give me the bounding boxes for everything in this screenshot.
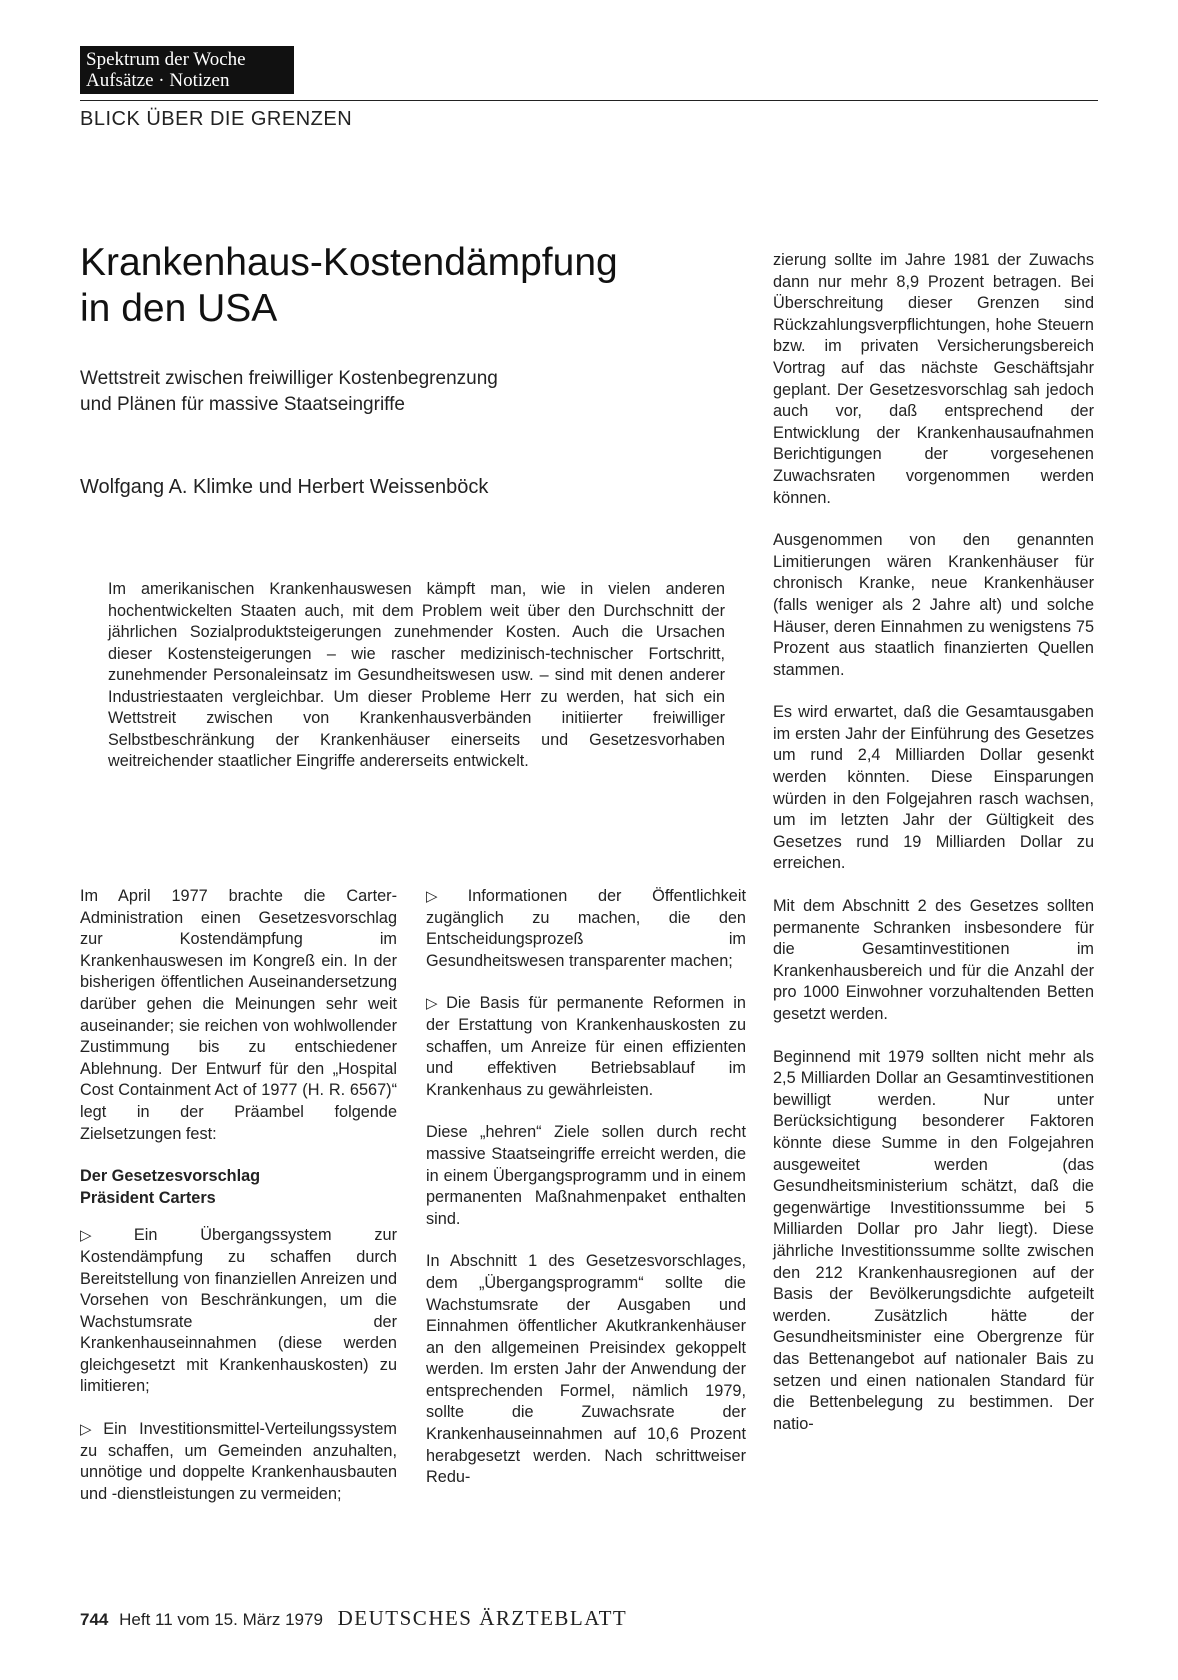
article-subtitle [80, 366, 640, 418]
paragraph: zierung sollte im Jahre 1981 der Zuwachs dann nur mehr 8,9 Prozent betragen. Bei Überschreitung dieser Grenzen sind Rückzahlungsverpflichtungen, hohe Steuern bzw. im privaten Versicherungsbereich Vortrag auf das nächste Geschäftsjahr geplant. Der Gesetzesvorschlag sah jedoch auch vor, daß entsprechend der Entwicklung der Krankenhausaufnahmen Berichtigungen der vorgesehenen Zuwachsraten vorgenommen werden können. [773, 251, 1094, 507]
bullet-item [426, 993, 746, 1101]
bullet-item [80, 1225, 397, 1398]
bullet-text: Ein Investitionsmittel-Verteilungssystem zu schaffen, um Gemeinden anzuhalten, unnötige und doppelte Krankenhausbauten und -dienstleistungen zu vermeiden; [80, 1420, 397, 1503]
bullet-item [426, 886, 746, 972]
section-badge [80, 46, 294, 94]
title-line-2: in den USA [80, 287, 278, 330]
triangle-bullet-icon: ▷ [426, 888, 464, 905]
bullet-text: Informationen der Öffentlichkeit zugänglich zu machen, die den Entscheidungsprozeß im Gesundheitswesen transparenter machen; [426, 887, 746, 970]
section-label: Spektrum der Woche [86, 49, 246, 70]
column-1 [80, 886, 397, 1505]
authors: Wolfgang A. Klimke und Herbert Weissenböck [80, 476, 489, 498]
subtitle-line-1: Wettstreit zwischen freiwilliger Kostenbegrenzung [80, 368, 498, 389]
section-heading [80, 1166, 397, 1209]
heading-line-1: Der Gesetzesvorschlag [80, 1167, 261, 1186]
column-3 [773, 250, 1094, 1435]
bullet-text: Die Basis für permanente Reformen in der Erstattung von Krankenhauskosten zu schaffen, um Anreize für einen effizienten und effektiven Betriebsablauf im Krankenhaus zu gewährleisten. [426, 994, 746, 1099]
page-number: 744 [80, 1610, 109, 1629]
column-2 [426, 886, 746, 1489]
paragraph: Es wird erwartet, daß die Gesamtausgaben im ersten Jahr der Einführung des Gesetzes um rund 2,4 Milliarden Dollar gesenkt werden könnten. Diese Einsparungen würden in den Folgejahren rasch wachsen, um im letzten Jahr der Gültigkeit des Gesetzes rund 19 Milliarden Dollar zu erreichen. [773, 703, 1094, 873]
kicker: BLICK ÜBER DIE GRENZEN [80, 108, 353, 130]
title-line-1: Krankenhaus-Kostendämpfung [80, 241, 618, 284]
paragraph: Diese „hehren“ Ziele sollen durch recht massive Staatseingriffe erreicht werden, die in einem Übergangsprogramm und in einem permanenten Maßnahmenpaket enthalten sind. [426, 1123, 746, 1228]
triangle-bullet-icon: ▷ [80, 1227, 130, 1245]
abstract: Im amerikanischen Krankenhauswesen kämpft man, wie in vielen anderen hochentwickelten Staaten auch, mit dem Problem weit über den Durchschnitt der jährlichen Sozialproduktsteigerungen zunehmender Kosten. Auch die Ursachen dieser Kostensteigerungen – wie rascher medizinisch-technischer Fortschritt, zunehmender Personaleinsatz im Gesundheitswesen usw. – sind mit denen anderer Industriestaaten vergleichbar. Um dieser Probleme Herr zu werden, hat sich ein Wettstreit zwischen von Krankenhausverbänden initiierter freiwilliger Selbstbeschränkung der Krankenhäuser einerseits und Gesetzesvorhaben weitreichender staatlicher Eingriffe andererseits entwickelt. [108, 580, 725, 770]
triangle-bullet-icon: ▷ [80, 1421, 100, 1439]
page-footer [80, 1606, 627, 1631]
bullet-item [80, 1419, 397, 1505]
article-title [80, 240, 740, 332]
heading-line-2: Präsident Carters [80, 1188, 216, 1207]
issue-info: Heft 11 vom 15. März 1979 [119, 1610, 323, 1629]
paragraph: Ausgenommen von den genannten Limitierungen wären Krankenhäuser für chronisch Kranke, neue Krankenhäuser (falls weniger als 2 Jahre alt) und solche Häuser, deren Einnahmen zu wenigstens 75 Prozent aus staatlich finanzierten Quellen stammen. [773, 531, 1094, 679]
paragraph: Im April 1977 brachte die Carter-Administration einen Gesetzesvorschlag zur Kostendämpfung im Krankenhauswesen im Kongreß ein. In der bisherigen öffentlichen Auseinandersetzung darüber gehen die Meinungen sehr weit auseinander; sie reichen von wohlwollender Zustimmung bis zu entschiedener Ablehnung. Der Entwurf für den „Hospital Cost Containment Act of 1977 (H. R. 6567)“ legt in der Präambel folgende Zielsetzungen fest: [80, 887, 397, 1143]
bullet-text: Ein Übergangssystem zur Kostendämpfung zu schaffen durch Bereitstellung von finanziellen Anreizen und Vorsehen von Beschränkungen, um die Wachstumsrate der Krankenhauseinnahmen (diese werden gleichgesetzt mit Krankenhauskosten) zu limitieren; [80, 1226, 397, 1396]
paragraph: Mit dem Abschnitt 2 des Gesetzes sollten permanente Schranken insbesondere für die Gesamtinvestitionen im Krankenhausbereich und für die Anzahl der pro 1000 Einwohner vorzuhaltenden Betten gesetzt werden. [773, 897, 1094, 1023]
paragraph: In Abschnitt 1 des Gesetzesvorschlages, dem „Übergangsprogramm“ sollte die Wachstumsrate der Ausgaben und Einnahmen öffentlicher Akutkrankenhäuser an den allgemeinen Preisindex gekoppelt werden. Im ersten Jahr der Anwendung der entsprechenden Formel, nämlich 1979, sollte die Zuwachsrate der Krankenhauseinnahmen auf 10,6 Prozent herabgesetzt werden. Nach schrittweiser Redu- [426, 1252, 746, 1487]
triangle-bullet-icon: ▷ [426, 995, 443, 1013]
section-sublabel: Aufsätze · Notizen [86, 70, 230, 91]
paragraph: Beginnend mit 1979 sollten nicht mehr als 2,5 Milliarden Dollar an Gesamtinvestitionen bewilligt werden. Nur unter Berücksichtigung besonderer Faktoren könnte diese Summe in den Folgejahren ausgeweitet werden (das Gesundheitsministerium schätzt, daß die gegenwärtige Investitionssumme bei 5 Milliarden Dollar pro Jahr liegt). Diese jährliche Investitionssumme sollte zwischen den 212 Krankenhausregionen auf der Basis der Bevölkerungsdichte aufgeteilt werden. Zusätzlich hätte der Gesundheitsminister eine Obergrenze für das Bettenangebot auf nationaler Bais zu setzen und einen nationalen Standard für die Bettenbelegung zu bestimmen. Der natio- [773, 1047, 1094, 1433]
journal-name: DEUTSCHES ÄRZTEBLATT [337, 1606, 628, 1630]
header-rule [80, 100, 1098, 101]
subtitle-line-2: und Plänen für massive Staatseingriffe [80, 394, 405, 415]
